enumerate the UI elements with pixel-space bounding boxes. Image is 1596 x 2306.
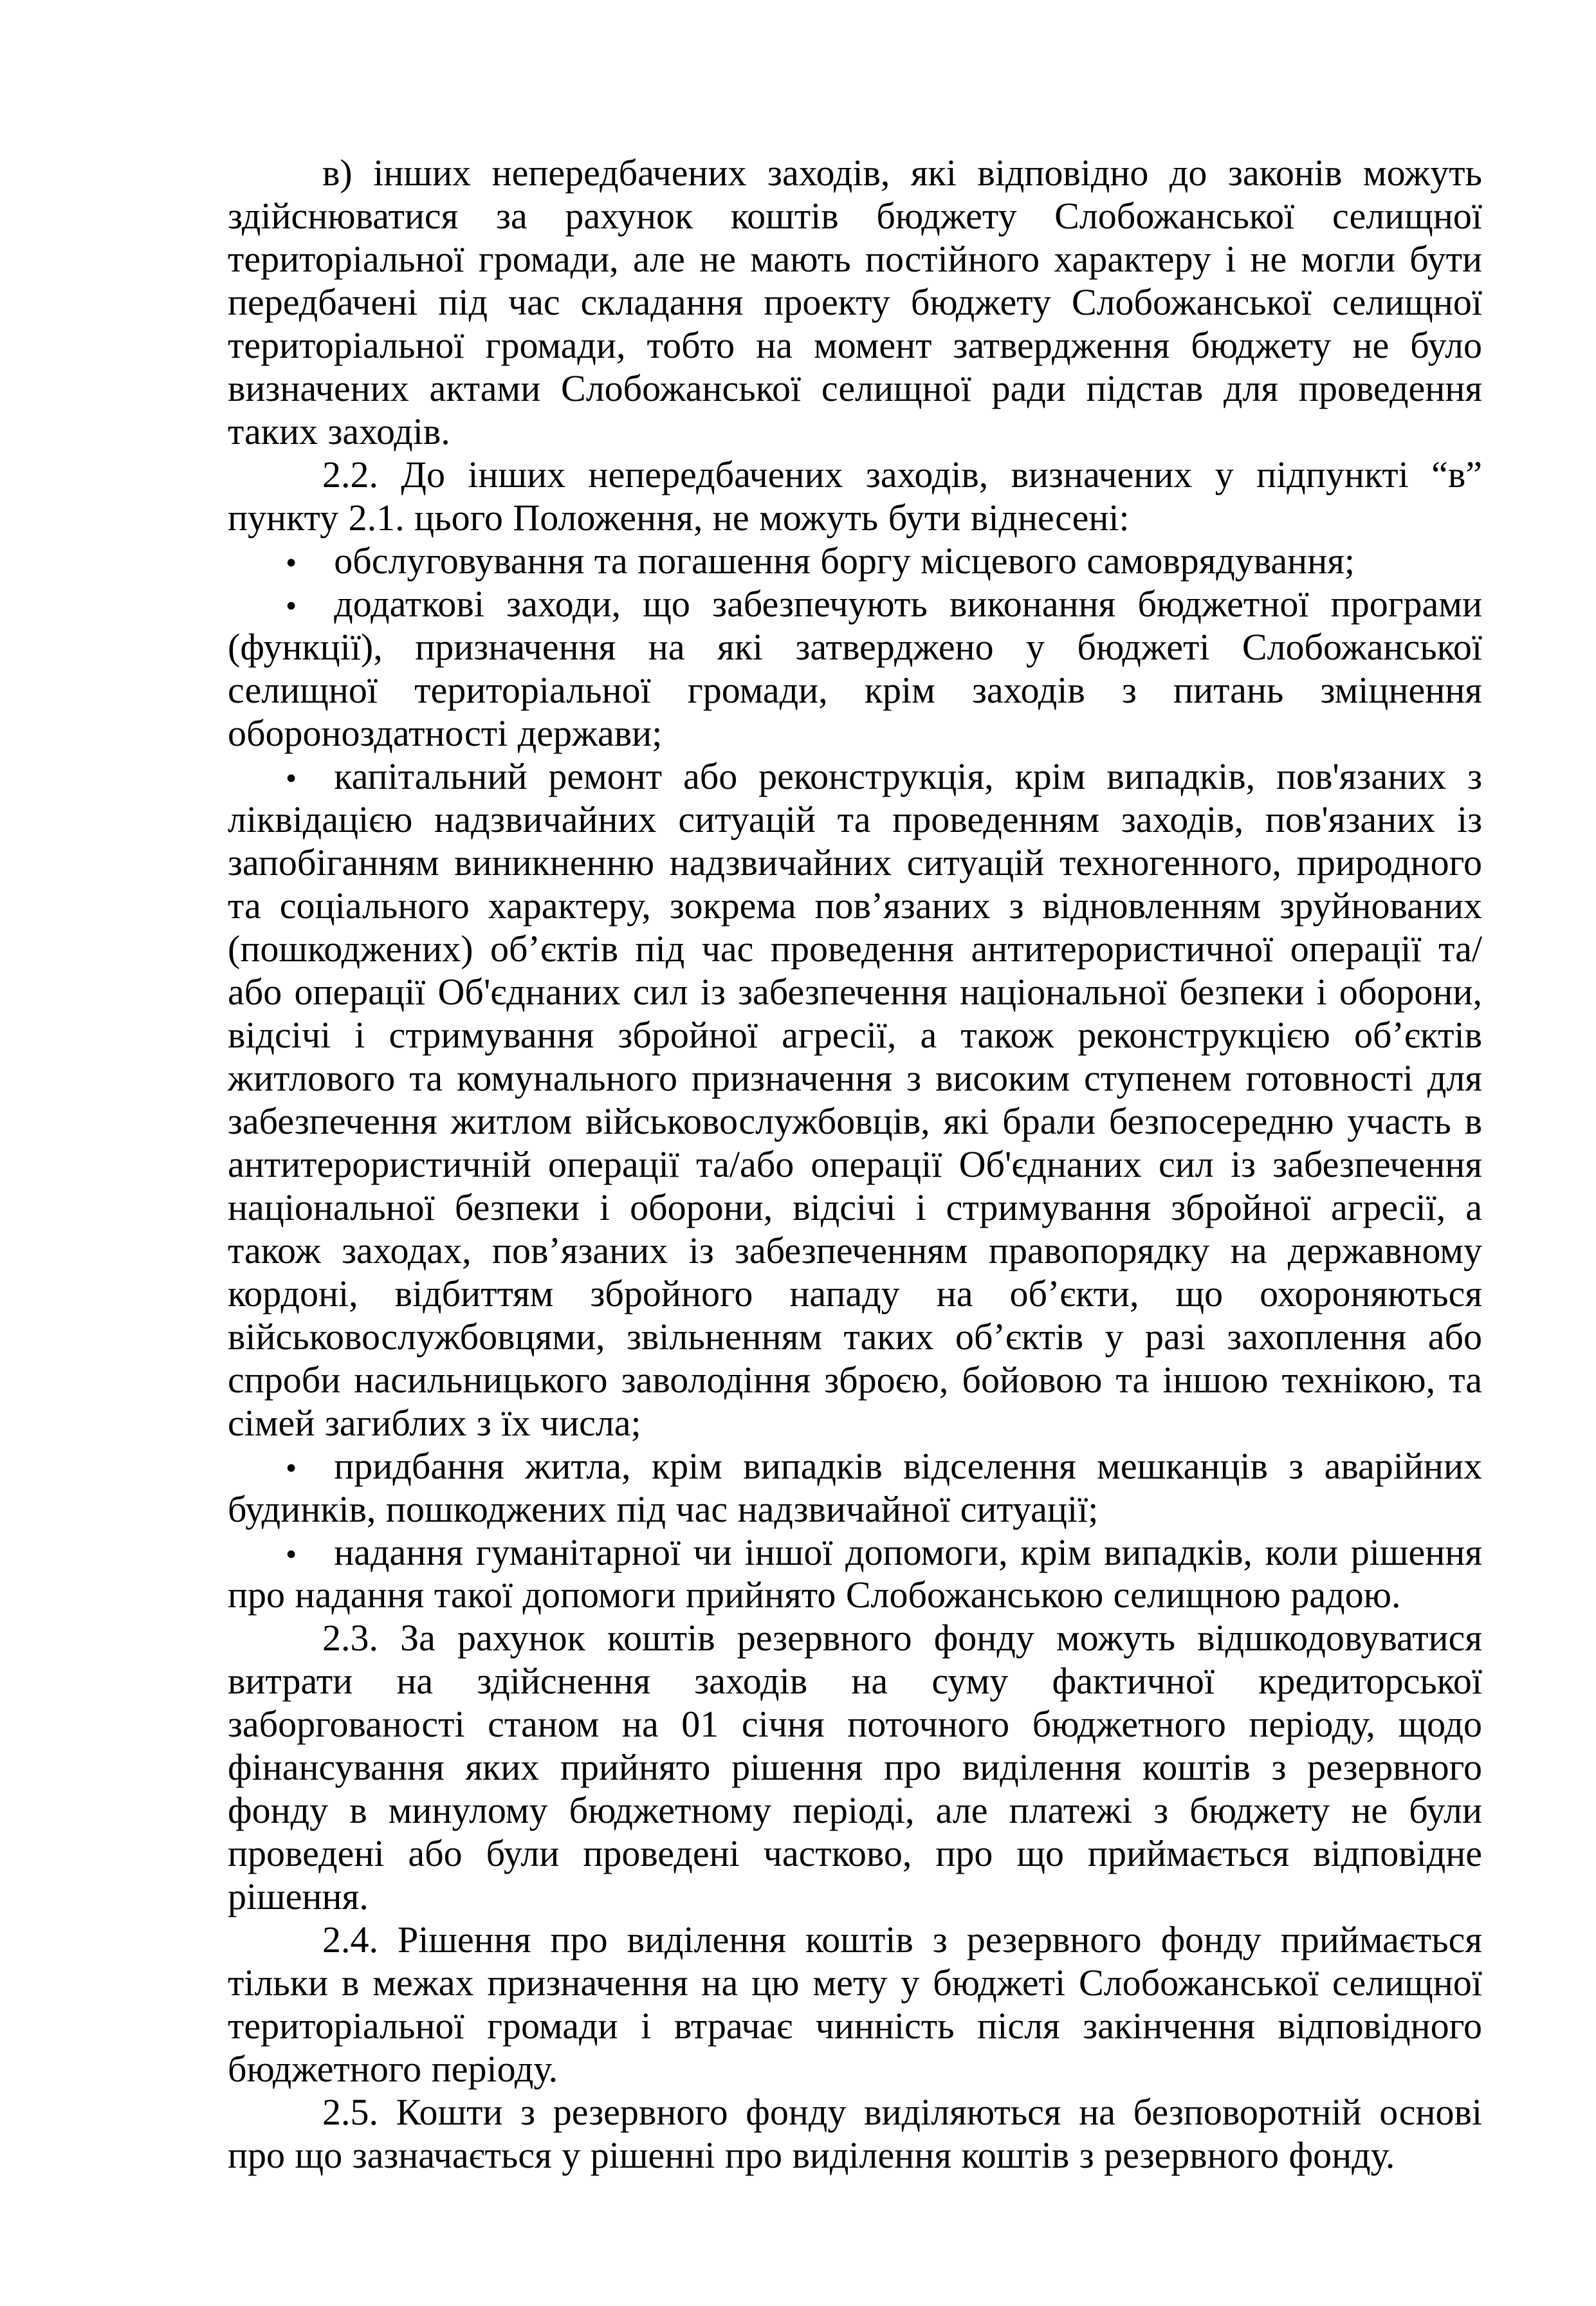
bullet-icon: • [286,544,297,580]
bullet-icon: • [286,1450,297,1486]
bullet-icon: • [286,587,297,623]
clause-2-2-intro: 2.2. До інших непередбачених заходів, визначених у підпункті “в” пункту 2.1. цього Положення, не можуть бути віднесені: [228,453,1482,539]
list-item-text: обслуговування та погашення боргу місцевого самоврядування; [334,539,1355,582]
list-item-text: додаткові заходи, що забезпечують виконання бюджетної програми (функції), призначення на які затверджено у бюджеті Слобожанської селищної територіальної громади, крім заходів з питань зміцнення обороноздатності держави; [228,582,1482,754]
list-item-text: капітальний ремонт або реконструкція, крім випадків, пов'язаних з ліквідацією надзвичайних ситуацій та проведенням заходів, пов'язаних із запобіганням виникненню надзвичайних ситуацій техногенного, природного та соціального характеру, зокрема пов’язаних з відновленням зруйнованих (пошкоджених) об’єктів під час проведення антитерористичної операції та/або операції Об'єднаних сил із забезпечення національної безпеки і оборони, відсічі і стримування збройної агресії, а також реконструкцією об’єктів житлового та комунального призначення з високим ступенем готовності для забезпечення житлом військовослужбовців, які брали безпосередню участь в антитерористичній операції та/або операції Об'єднаних сил із забезпечення національної безпеки і оборони, відсічі і стримування збройної агресії, а також заходах, пов’язаних із забезпеченням правопорядку на державному кордоні, відбиттям збройного нападу на об’єкти, що охороняються військовослужбовцями, звільненням таких об’єктів у разі захоплення або спроби насильницького заволодіння зброєю, бойовою та іншою технікою, та сімей загиблих з їх числа; [228,755,1482,1444]
clause-2-4-decision-validity: 2.4. Рішення про виділення коштів з резервного фонду приймається тільки в межах призначення на цю мету у бюджеті Слобожанської селищної територіальної громади і втрачає чинність після закінчення відповідного бюджетного періоду. [228,1919,1482,2090]
list-item-text: придбання житла, крім випадків відселення мешканців з аварійних будинків, пошкоджених під час надзвичайної ситуації; [228,1444,1482,1530]
list-item-housing-purchase [228,1445,1482,1531]
list-item-humanitarian-aid [228,1531,1482,1618]
clause-2-5-non-repayable: 2.5. Кошти з резервного фонду виділяються на безповоротній основі про що зазначається у рішенні про виділення коштів з резервного фонду. [228,2091,1482,2177]
clause-2-3-reimbursement: 2.3. За рахунок коштів резервного фонду можуть відшкодовуватися витрати на здійснення заходів на суму фактичної кредиторської заборгованості станом на 01 січня поточного бюджетного періоду, щодо фінансування яких прийнято рішення про виділення коштів з резервного фонду в минулому бюджетному періоді, але платежі з бюджету не були проведені або були проведені частково, про що приймається відповідне рішення. [228,1617,1482,1918]
list-item-additional-measures [228,583,1482,755]
list-item-text: надання гуманітарної чи іншої допомоги, крім випадків, коли рішення про надання такої допомоги прийнято Слобожанською селищною радою. [228,1531,1482,1616]
clause-v-other-measures: в) інших непередбачених заходів, які відповідно до законів можуть здійснюватися за рахунок коштів бюджету Слобожанської селищної територіальної громади, але не мають постійного характеру і не могли бути передбачені під час складання проекту бюджету Слобожанської селищної територіальної громади, тобто на момент затвердження бюджету не було визначених актами Слобожанської селищної ради підстав для проведення таких заходів. [228,152,1482,452]
list-item-debt-service [228,540,1482,583]
bullet-icon: • [286,1536,297,1572]
list-item-capital-repair [228,755,1482,1445]
bullet-icon: • [286,760,297,796]
